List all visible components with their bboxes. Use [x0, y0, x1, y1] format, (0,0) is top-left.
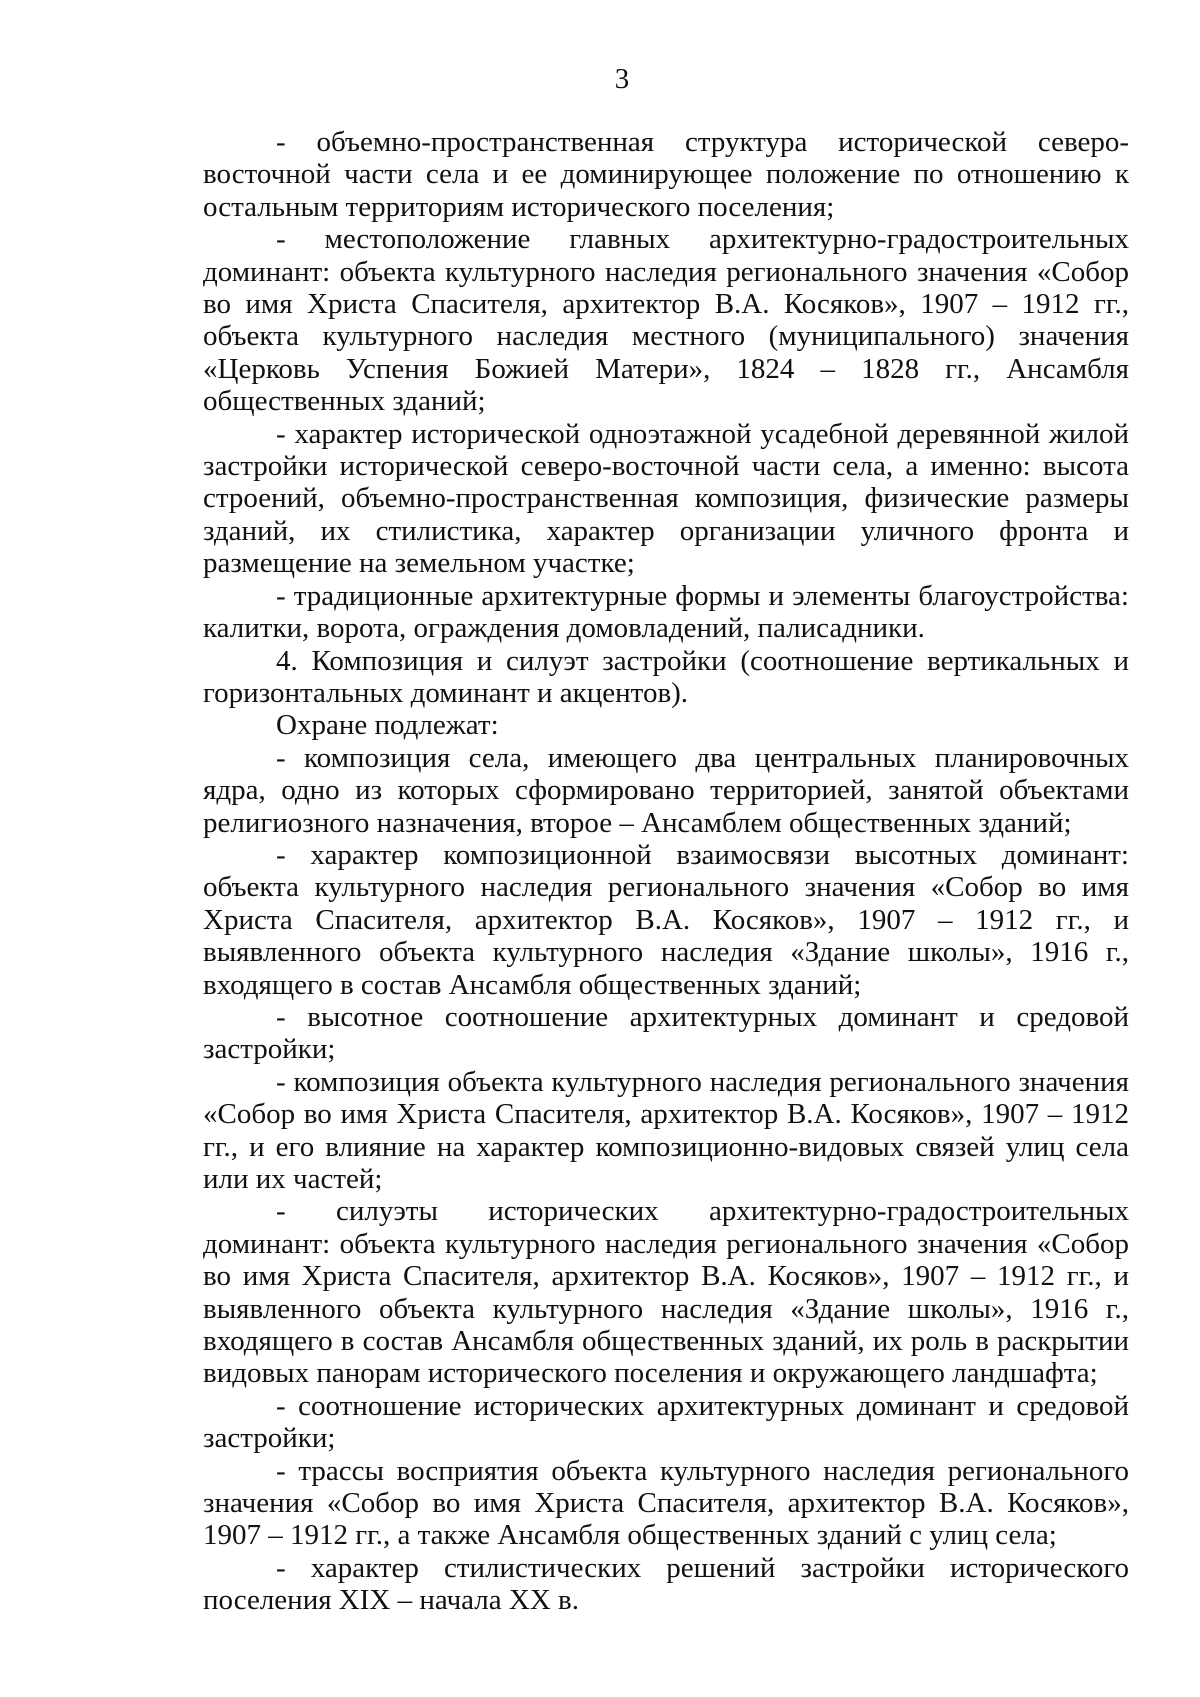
paragraph-village-composition: - композиция села, имеющего два центральных планировочных ядра, одно из которых сформировано территорией, занятой объектами религиозного назначения, второе – Ансамблем общественных зданий; — [203, 741, 1129, 839]
paragraph-volumetric-structure: - объемно-пространственная структура исторической северо-восточной части села и ее доминирующее положение по отношению к остальным территориям исторического поселения; — [203, 126, 1129, 223]
paragraph-traditional-forms: - традиционные архитектурные формы и элементы благоустройства: калитки, ворота, ограждения домовладений, палисадники. — [203, 579, 1129, 645]
paragraph-dominant-ratio: - соотношение исторических архитектурных доминант и средовой застройки; — [203, 1389, 1129, 1455]
paragraph-silhouettes: - силуэты исторических архитектурно-градостроительных доминант: объекта культурного наследия регионального значения «Собор во имя Христа Спасителя, архитектор В.А. Косяков», 1907 – 1912 гг., и выявленного объекта культурного наследия «Здание школы», 1916 г., входящего в состав Ансамбля общественных зданий, их роль в раскрытии видовых панорам исторического поселения и окружающего ландшафта; — [203, 1195, 1129, 1390]
paragraph-protection-intro: Охране подлежат: — [276, 709, 499, 742]
paragraph-perception-routes: - трассы восприятия объекта культурного наследия регионального значения «Собор во имя Христа Спасителя, архитектор В.А. Косяков», 1907 – 1912 гг., а также Ансамбля общественных зданий с улиц села; — [203, 1454, 1129, 1552]
section-heading-composition: 4. Композиция и силуэт застройки (соотношение вертикальных и горизонтальных доминант и акцентов). — [203, 644, 1129, 709]
page-number: 3 — [614, 63, 630, 95]
paragraph-stylistic-character: - характер стилистических решений застройки исторического поселения XIX – начала XX в. — [203, 1551, 1129, 1617]
paragraph-dominant-locations: - местоположение главных архитектурно-градостроительных доминант: объекта культурного наследия регионального значения «Собор во имя Христа Спасителя, архитектор В.А. Косяков», 1907 – 1912 гг., объекта культурного наследия местного (муниципального) значения «Церковь Успения Божией Матери», 1824 – 1828 гг., Ансамбля общественных зданий; — [203, 223, 1129, 418]
paragraph-residential-character: - характер исторической одноэтажной усадебной деревянной жилой застройки исторической северо-восточной части села, а именно: высота строений, объемно-пространственная композиция, физические размеры зданий, их стилистика, характер организации уличного фронта и размещение на земельном участке; — [203, 417, 1129, 580]
paragraph-dominant-interrelation: - характер композиционной взаимосвязи высотных доминант: объекта культурного наследия регионального значения «Собор во имя Христа Спасителя, архитектор В.А. Косяков», 1907 – 1912 гг., и выявленного объекта культурного наследия «Здание школы», 1916 г., входящего в состав Ансамбля общественных зданий; — [203, 838, 1129, 1001]
paragraph-height-ratio: - высотное соотношение архитектурных доминант и средовой застройки; — [203, 1000, 1129, 1066]
document-body — [203, 126, 1129, 1617]
paragraph-cathedral-composition: - композиция объекта культурного наследия регионального значения «Собор во имя Христа Спасителя, архитектор В.А. Косяков», 1907 – 1912 гг., и его влияние на характер композиционно-видовых связей улиц села или их частей; — [203, 1065, 1129, 1195]
